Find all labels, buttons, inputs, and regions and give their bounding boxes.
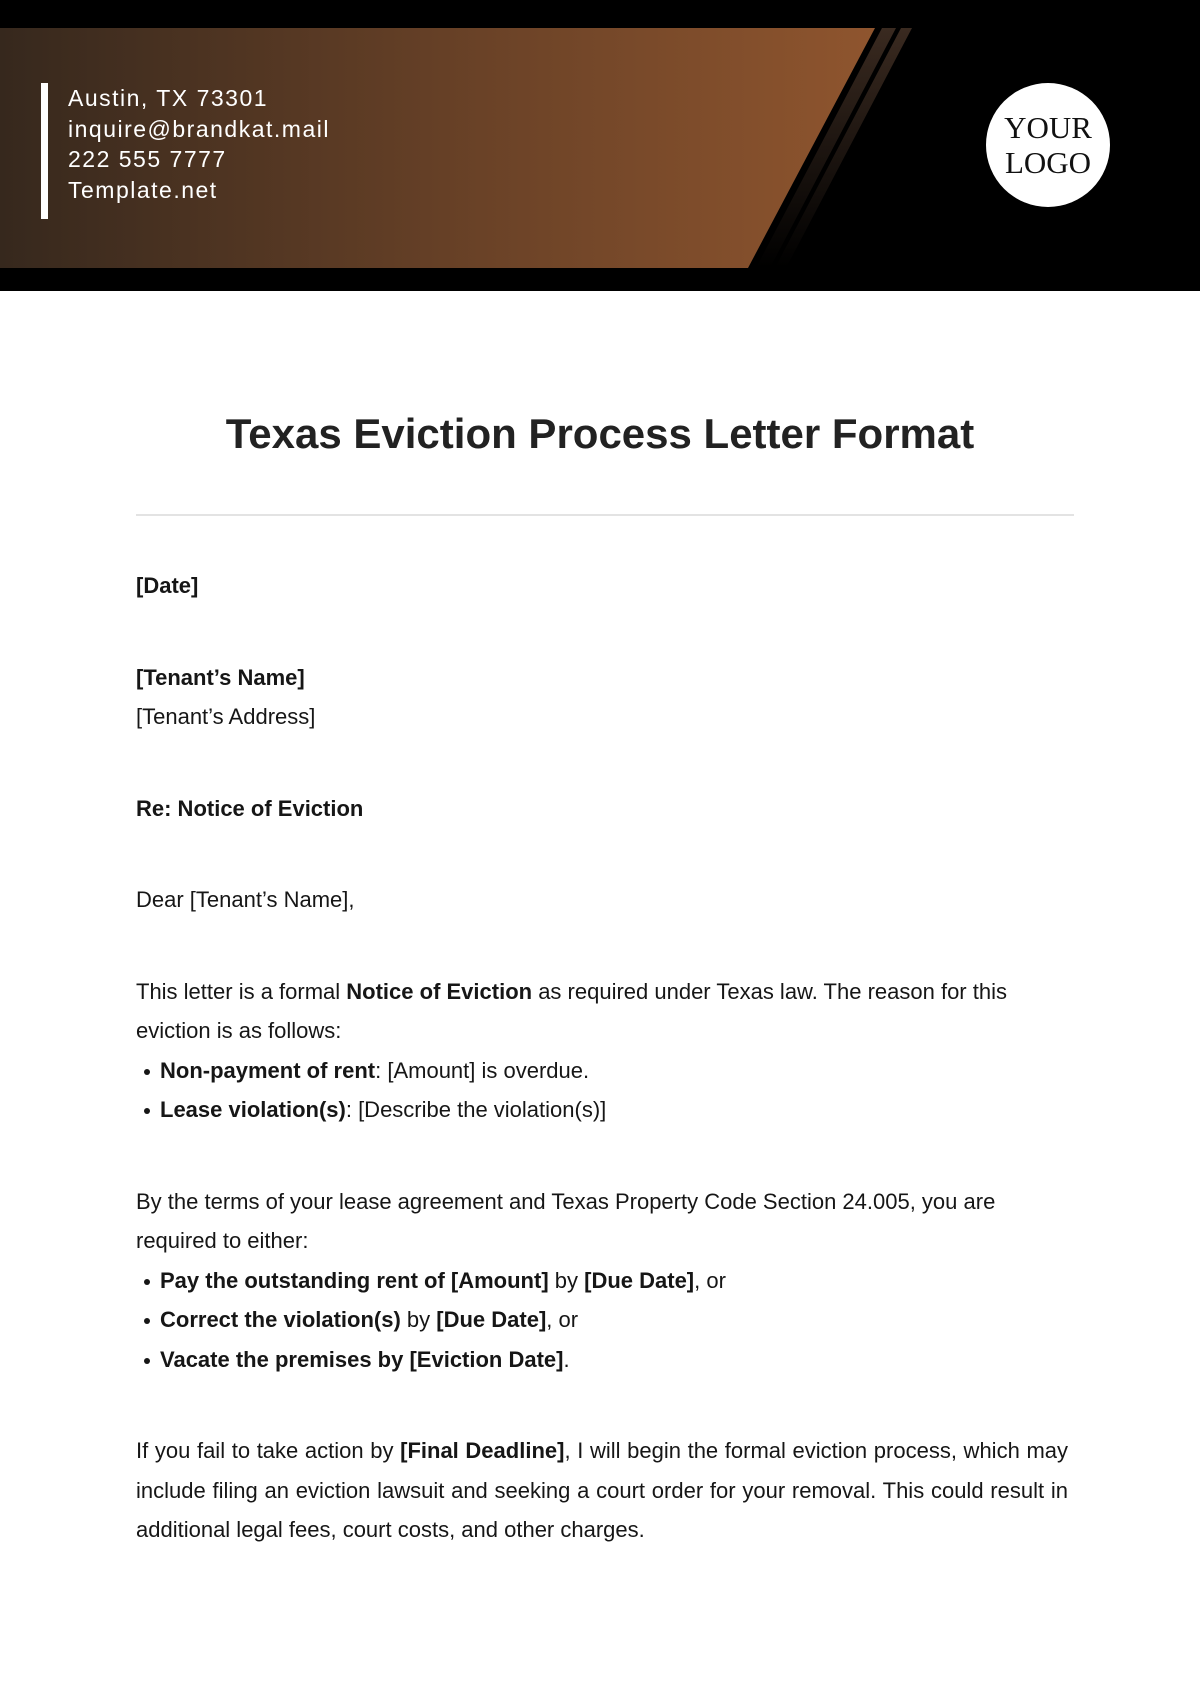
title-divider	[136, 514, 1074, 516]
paragraph-notice: This letter is a formal Notice of Eviction as required under Texas law. The reason for this eviction is as follows:	[136, 978, 1007, 1043]
document-title: Texas Eviction Process Letter Format	[225, 410, 975, 457]
logo-line-1: YOUR	[1004, 110, 1092, 145]
list-item: Correct the violation(s) by [Due Date], or	[136, 1300, 1068, 1340]
subject-line: Re: Notice of Eviction	[136, 795, 364, 821]
contact-address: Austin, TX 73301	[68, 85, 269, 111]
contact-email: inquire@brandkat.mail	[68, 115, 330, 142]
required-actions-list	[136, 1261, 1068, 1380]
contact-phone: 222 555 7777	[68, 146, 227, 172]
contact-website: Template.net	[68, 176, 218, 203]
list-item: Non-payment of rent: [Amount] is overdue.	[136, 1051, 1068, 1091]
list-item: Vacate the premises by [Eviction Date].	[136, 1340, 1068, 1380]
tenant-address-field: [Tenant’s Address]	[136, 704, 316, 729]
logo-line-2: LOGO	[1004, 145, 1092, 180]
date-field: [Date]	[136, 573, 199, 598]
contact-accent-bar	[41, 83, 48, 219]
eviction-reasons-list	[136, 1051, 1068, 1130]
list-item: Pay the outstanding rent of [Amount] by [Due Date], or	[136, 1261, 1068, 1301]
letter-body	[136, 566, 1068, 1550]
contact-info	[68, 83, 330, 205]
paragraph-requirements: By the terms of your lease agreement and Texas Property Code Section 24.005, you are required to either:	[136, 1188, 996, 1253]
salutation: Dear [Tenant’s Name],	[136, 887, 355, 912]
logo-placeholder	[986, 83, 1110, 207]
tenant-name-field: [Tenant’s Name]	[136, 664, 305, 690]
paragraph-consequences: If you fail to take action by [Final Deadline], I will begin the formal eviction process, which may include filing an eviction lawsuit and seeking a court order for your removal. This could result in additional legal fees, court costs, and other charges.	[136, 1438, 1069, 1542]
letterhead	[0, 0, 1200, 291]
list-item: Lease violation(s): [Describe the violation(s)]	[136, 1090, 1068, 1130]
